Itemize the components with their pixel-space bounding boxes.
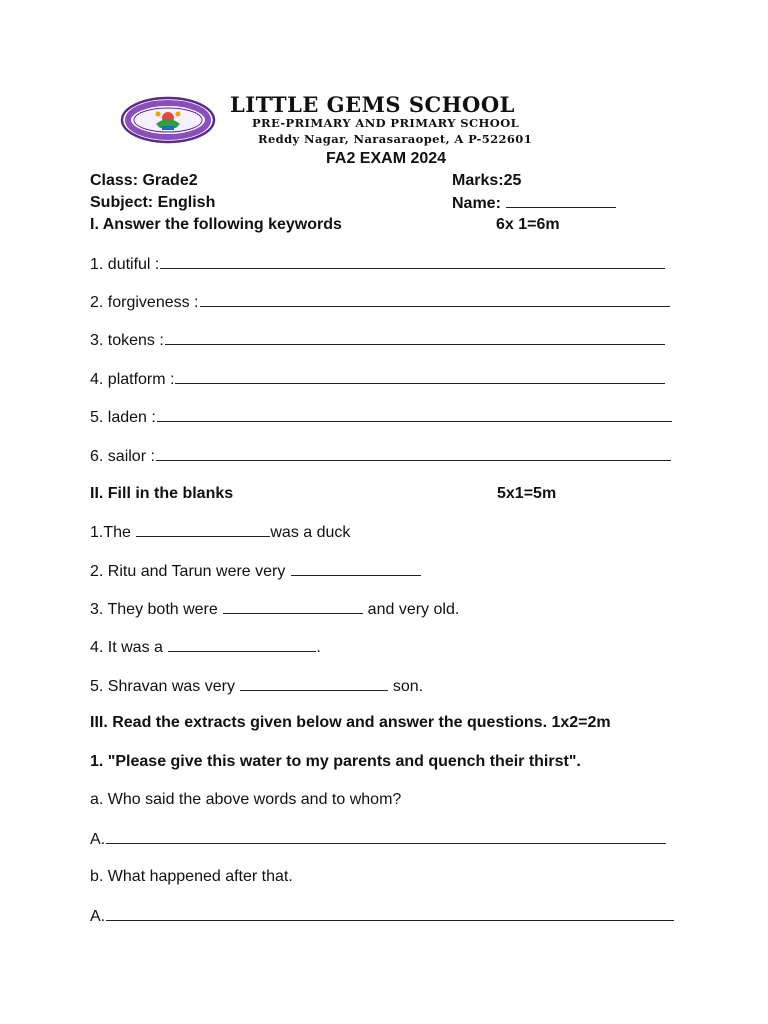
keyword-label: 1. dutiful : — [90, 256, 160, 273]
answer-a — [90, 829, 666, 850]
school-header — [112, 92, 664, 148]
keyword-item — [90, 254, 665, 275]
keyword-label: 4. platform : — [90, 371, 175, 388]
fill-blank[interactable] — [223, 599, 363, 614]
question-a: a. Who said the above words and to whom? — [90, 791, 402, 808]
section1-heading: I. Answer the following keywords — [90, 216, 342, 233]
name-blank[interactable] — [506, 193, 616, 208]
blank-text-before: 5. Shravan was very — [90, 678, 240, 695]
answer-blank[interactable] — [165, 330, 665, 345]
keyword-label: 3. tokens : — [90, 332, 164, 349]
answer-blank[interactable] — [160, 254, 665, 269]
class-label: Class: Grade2 — [90, 172, 198, 189]
keyword-label: 6. sailor : — [90, 448, 155, 465]
answer-blank[interactable] — [106, 906, 674, 921]
keyword-item — [90, 407, 672, 428]
answer-label: A. — [90, 831, 106, 848]
keyword-label: 2. forgiveness : — [90, 294, 199, 311]
fill-blank[interactable] — [291, 561, 421, 576]
section1-marks: 6x 1=6m — [496, 216, 560, 233]
blank-item — [90, 676, 423, 697]
keyword-item — [90, 292, 670, 313]
fill-blank[interactable] — [136, 522, 270, 537]
extract-quote: 1. "Please give this water to my parents and quench their thirst". — [90, 753, 581, 770]
school-subtitle: PRE-PRIMARY AND PRIMARY SCHOOL — [252, 116, 520, 130]
answer-blank[interactable] — [157, 407, 672, 422]
blank-text-after: and very old. — [363, 601, 460, 618]
blank-text-after: son. — [388, 678, 424, 695]
section3-heading: III. Read the extracts given below and answer the questions. 1x2=2m — [90, 714, 611, 731]
school-address: Reddy Nagar, Narasaraopet, A P-522601 — [258, 132, 533, 146]
blank-text-before: 3. They both were — [90, 601, 223, 618]
name-label: Name: — [452, 195, 501, 212]
keyword-item — [90, 446, 671, 467]
blank-item — [90, 599, 459, 620]
name-field[interactable] — [452, 193, 616, 214]
marks-label: Marks:25 — [452, 172, 522, 189]
blank-text-before: 1.The — [90, 524, 136, 541]
section2-marks: 5x1=5m — [497, 485, 557, 502]
keyword-label: 5. laden : — [90, 409, 156, 426]
school-logo — [120, 96, 216, 144]
answer-blank[interactable] — [106, 829, 666, 844]
blank-item — [90, 522, 350, 543]
blank-text-after: . — [316, 639, 321, 656]
answer-blank[interactable] — [200, 292, 670, 307]
blank-text-before: 4. It was a — [90, 639, 168, 656]
answer-label: A. — [90, 908, 106, 925]
blank-text-before: 2. Ritu and Tarun were very — [90, 563, 290, 580]
blank-text-after: was a duck — [270, 524, 351, 541]
fill-blank[interactable] — [240, 676, 388, 691]
keyword-item — [90, 369, 665, 390]
section2-heading: II. Fill in the blanks — [90, 485, 234, 502]
subject-label: Subject: English — [90, 194, 216, 211]
school-name: LITTLE GEMS SCHOOL — [230, 92, 515, 117]
answer-blank[interactable] — [175, 369, 665, 384]
answer-b — [90, 906, 674, 927]
blank-item — [90, 637, 321, 658]
fill-blank[interactable] — [168, 637, 316, 652]
blank-item — [90, 561, 421, 582]
question-b: b. What happened after that. — [90, 868, 293, 885]
keyword-item — [90, 330, 665, 351]
answer-blank[interactable] — [156, 446, 671, 461]
exam-title: FA2 EXAM 2024 — [326, 150, 447, 167]
